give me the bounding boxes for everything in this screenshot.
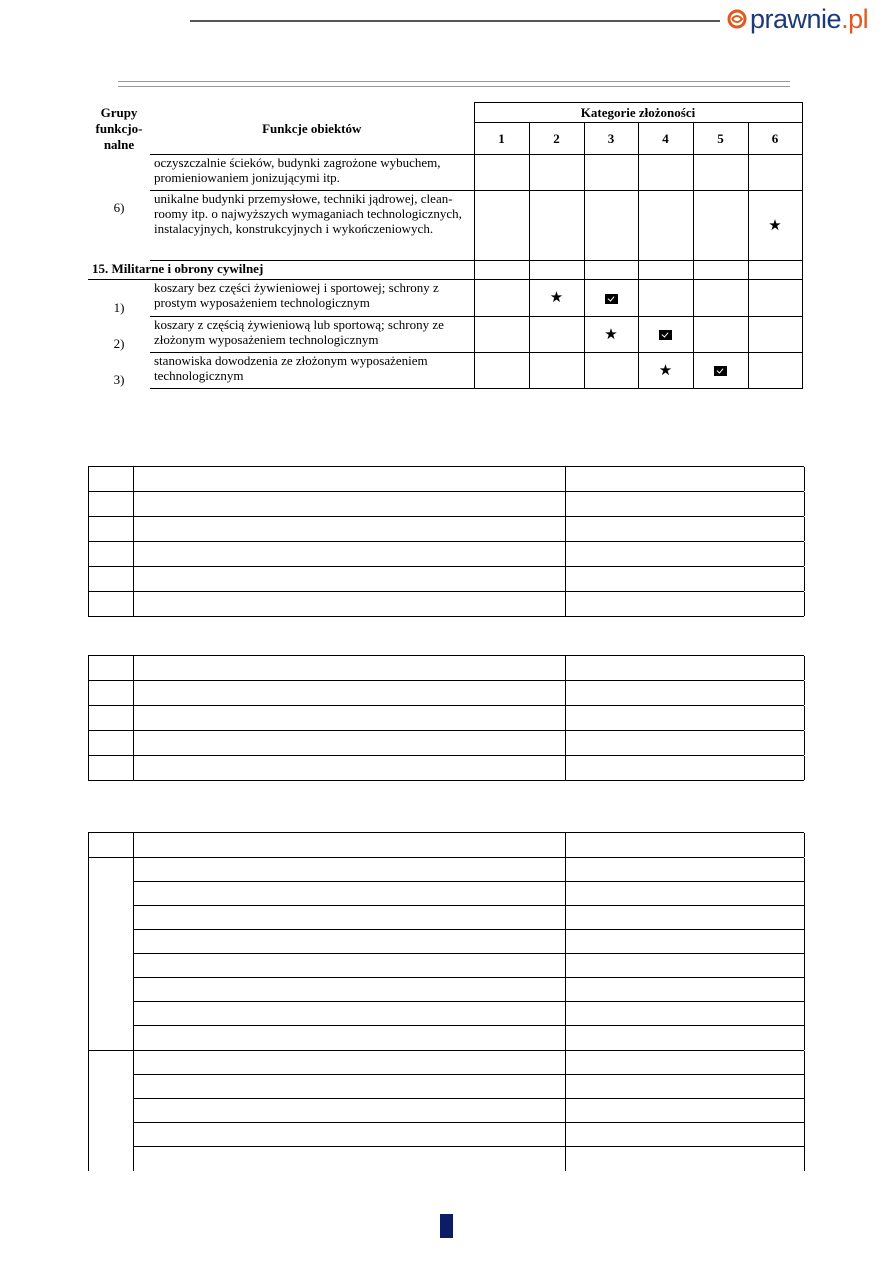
check-mark-icon: [605, 294, 618, 304]
grid-row: [88, 930, 804, 954]
grid-row: [88, 1075, 804, 1099]
grid-row: [88, 1147, 804, 1171]
category-number: 5: [693, 123, 748, 155]
complexity-table: [88, 102, 803, 389]
grid-row: [88, 1002, 804, 1026]
empty-grid-2: [88, 655, 804, 781]
grid-row: [88, 857, 804, 882]
grid-row: [88, 491, 804, 516]
table-row: [88, 155, 802, 191]
grid-row: [88, 882, 804, 906]
check-mark-icon: [714, 366, 727, 376]
categories-header: Kategorie złożoności: [474, 103, 802, 123]
header-line: [190, 20, 720, 22]
star-icon: ★: [604, 326, 618, 343]
table-row: [88, 191, 802, 261]
empty-grid-3: [88, 832, 804, 1171]
prawnie-logo[interactable]: [726, 2, 868, 36]
function-text: unikalne budynki przemysłowe, techniki jądrowej, clean-roomy itp. o najwyższych wymaganiach technologicznych, instalacyjnych, konstrukcyjnych i wykończeniowych.: [150, 191, 474, 261]
category-number: 4: [638, 123, 693, 155]
star-icon: ★: [549, 290, 564, 306]
grid-row: [88, 1026, 804, 1050]
table-row: [88, 317, 802, 353]
category-number: 3: [584, 123, 638, 155]
grid-row: [88, 566, 804, 591]
function-text: koszary z częścią żywieniową lub sportową; schrony ze złożonym wyposażeniem technologicznym: [150, 317, 474, 353]
group-label: 1): [113, 299, 125, 315]
grid-row: [88, 591, 804, 617]
grid-row: [88, 954, 804, 978]
function-text: stanowiska dowodzenia ze złożonym wyposażeniem technologicznym: [150, 353, 474, 389]
logo-tld: .pl: [841, 3, 869, 34]
grid-row: [88, 832, 804, 857]
logo-swirl-icon: [726, 8, 748, 30]
rule-bottom: [118, 86, 790, 87]
function-text: oczyszczalnie ścieków, budynki zagrożone wybuchem, promieniowaniem jonizującymi itp.: [150, 155, 474, 191]
check-mark-icon: [659, 330, 672, 340]
group-label: 3): [113, 371, 125, 387]
grid-row: [88, 1050, 804, 1075]
table-row: [88, 280, 802, 317]
grid-row: [88, 541, 804, 566]
grid-row: [88, 730, 804, 755]
grid-row: [88, 655, 804, 680]
page-number-marker: [440, 1214, 453, 1238]
group-header: Grupy funkcjo-nalne: [95, 104, 143, 152]
function-header: Funkcje obiektów: [150, 103, 474, 155]
grid-row: [88, 755, 804, 781]
grid-row: [88, 705, 804, 730]
group-label: 2): [113, 335, 125, 351]
star-icon: ★: [658, 362, 673, 379]
grid-row: [88, 978, 804, 1002]
rule-top: [118, 81, 790, 82]
category-number: 2: [529, 123, 584, 155]
empty-grid-1: [88, 466, 804, 617]
grid-row: [88, 1099, 804, 1123]
category-number: 1: [474, 123, 529, 155]
grid-row: [88, 1123, 804, 1147]
grid-row: [88, 466, 804, 491]
section-title: 15. Militarne i obrony cywilnej: [88, 261, 474, 280]
star-icon: ★: [768, 217, 782, 234]
group-label: 6): [113, 200, 125, 215]
section-row: [88, 261, 802, 280]
grid-row: [88, 680, 804, 705]
table-row: [88, 353, 802, 389]
function-text: koszary bez części żywieniowej i sportowej; schrony z prostym wyposażeniem technologicznym: [150, 280, 474, 317]
category-number: 6: [748, 123, 802, 155]
grid-row: [88, 516, 804, 541]
logo-text: prawnie: [750, 3, 842, 34]
grid-row: [88, 906, 804, 930]
